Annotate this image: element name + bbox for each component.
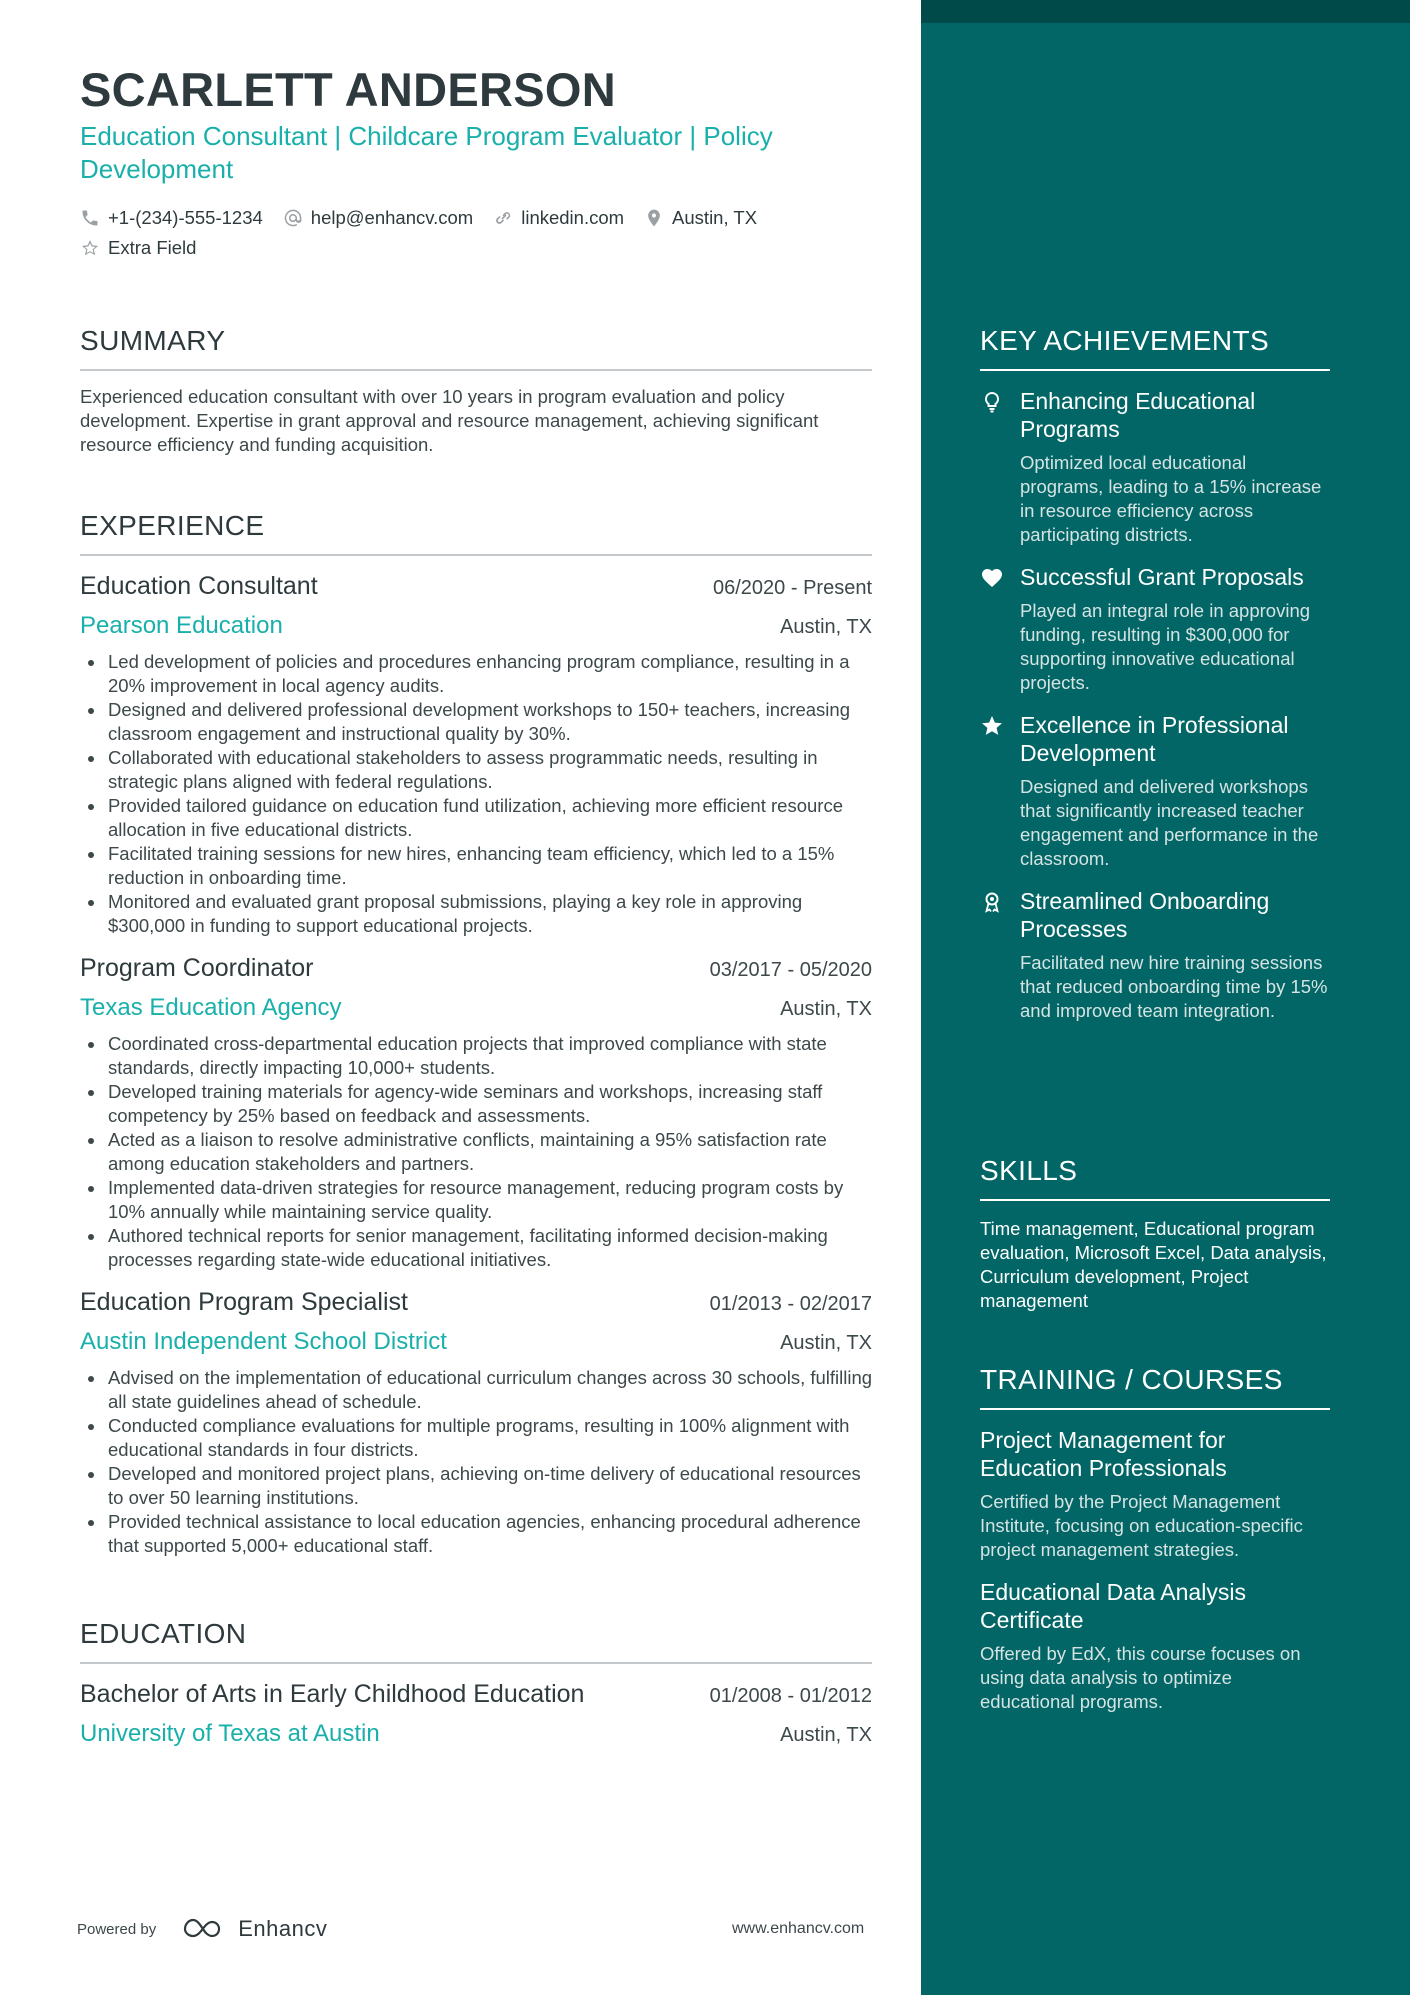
experience-section bbox=[80, 510, 872, 1558]
section-divider bbox=[80, 369, 872, 371]
extra-field-text: Extra Field bbox=[108, 237, 197, 258]
email-text: help@enhancv.com bbox=[310, 207, 474, 228]
candidate-headline: Education Consultant | Childcare Program Evaluator | Policy Development bbox=[80, 121, 773, 184]
location-text: Austin, TX bbox=[672, 207, 758, 228]
skills-list: Time management, Educational program evaluation, Microsoft Excel, Data analysis, Curriculum development, Project management bbox=[980, 1218, 1327, 1311]
section-divider bbox=[80, 554, 872, 556]
achievement-desc: Optimized local educational programs, leading to a 15% increase in resource efficiency across participating districts. bbox=[1020, 452, 1322, 545]
job-location: Austin, TX bbox=[780, 1332, 872, 1354]
bullet-item: Provided technical assistance to local education agencies, enhancing procedural adherence that supported 5,000+ educational staff. bbox=[80, 1510, 880, 1558]
company-name: Pearson Education bbox=[80, 612, 283, 639]
summary-section bbox=[80, 325, 872, 457]
contact-info bbox=[80, 205, 880, 265]
job-dates: 06/2020 - Present bbox=[713, 577, 872, 599]
training-section bbox=[980, 1364, 1330, 1714]
achievement-item bbox=[980, 711, 1330, 871]
bullet-item: Implemented data-driven strategies for resource management, reducing program costs by 10% annually while maintaining service quality. bbox=[80, 1176, 880, 1224]
bullet-item: Monitored and evaluated grant proposal submissions, playing a key role in approving $300,000 in funding to support educational projects. bbox=[80, 890, 880, 938]
bullet-item: Developed training materials for agency-wide seminars and workshops, increasing staff competency by 25% based on feedback and assessments. bbox=[80, 1080, 880, 1128]
section-divider bbox=[980, 1199, 1330, 1201]
brand-name: Enhancv bbox=[238, 1916, 328, 1941]
job-dates: 03/2017 - 05/2020 bbox=[709, 959, 872, 981]
education-dates: 01/2008 - 01/2012 bbox=[709, 1685, 872, 1707]
bullet-item: Developed and monitored project plans, achieving on-time delivery of educational resources to over 50 learning institutions. bbox=[80, 1462, 880, 1510]
bullet-item: Authored technical reports for senior management, facilitating informed decision-making processes regarding state-wide educational initiatives. bbox=[80, 1224, 880, 1272]
bullet-item: Led development of policies and procedures enhancing program compliance, resulting in a 20% improvement in local agency audits. bbox=[80, 650, 880, 698]
job-title: Education Consultant bbox=[80, 572, 318, 600]
location-pin-icon bbox=[644, 208, 664, 228]
job-bullets bbox=[80, 1032, 872, 1272]
bullet-item: Conducted compliance evaluations for multiple programs, resulting in 100% alignment with educational standards in four districts. bbox=[80, 1414, 880, 1462]
education-location: Austin, TX bbox=[780, 1724, 872, 1746]
bullet-item: Acted as a liaison to resolve administrative conflicts, maintaining a 95% satisfaction rate among education stakeholders and partners. bbox=[80, 1128, 880, 1176]
achievements-section bbox=[980, 325, 1330, 1023]
achievement-title: Streamlined Onboarding Processes bbox=[1020, 888, 1270, 942]
phone-icon bbox=[80, 208, 100, 228]
job-entry bbox=[80, 1288, 872, 1558]
achievement-item bbox=[980, 887, 1330, 1023]
heart-icon bbox=[980, 566, 1004, 590]
achievement-desc: Played an integral role in approving funding, resulting in $300,000 for supporting innovative educational projects. bbox=[1020, 600, 1311, 693]
section-title: SKILLS bbox=[980, 1155, 1078, 1186]
bullet-item: Collaborated with educational stakeholders to assess programmatic needs, resulting in strategic plans aligned with federal regulations. bbox=[80, 746, 880, 794]
section-divider bbox=[980, 1408, 1330, 1410]
star-icon bbox=[980, 714, 1004, 738]
job-entry bbox=[80, 572, 872, 938]
achievement-item bbox=[980, 387, 1330, 547]
link-icon bbox=[493, 208, 513, 228]
school-name: University of Texas at Austin bbox=[80, 1720, 380, 1747]
brand-logo[interactable] bbox=[182, 1916, 327, 1942]
achievement-title: Enhancing Educational Programs bbox=[1020, 388, 1256, 442]
phone-text: +1-(234)-555-1234 bbox=[108, 207, 263, 228]
job-location: Austin, TX bbox=[780, 998, 872, 1020]
course-desc: Offered by EdX, this course focuses on using data analysis to optimize educational programs. bbox=[980, 1643, 1301, 1712]
achievement-title: Successful Grant Proposals bbox=[1020, 564, 1304, 590]
achievement-item bbox=[980, 563, 1330, 695]
section-divider bbox=[980, 369, 1330, 371]
bullet-item: Provided tailored guidance on education fund utilization, achieving more efficient resource allocation in five educational districts. bbox=[80, 794, 880, 842]
star-outline-icon bbox=[80, 238, 100, 258]
achievement-title: Excellence in Professional Development bbox=[1020, 712, 1289, 766]
education-section bbox=[80, 1618, 872, 1756]
job-bullets bbox=[80, 650, 872, 938]
degree-title: Bachelor of Arts in Early Childhood Education bbox=[80, 1680, 585, 1708]
contact-row bbox=[80, 205, 880, 231]
enhancv-logo-icon bbox=[182, 1916, 228, 1942]
job-dates: 01/2013 - 02/2017 bbox=[709, 1293, 872, 1315]
course-title: Project Management for Education Professionals bbox=[980, 1427, 1227, 1481]
footer-branding bbox=[77, 1916, 327, 1942]
contact-email[interactable] bbox=[283, 207, 473, 229]
contact-website[interactable] bbox=[493, 207, 624, 229]
achievement-desc: Facilitated new hire training sessions that reduced onboarding time by 15% and improved team integration. bbox=[1020, 952, 1328, 1021]
contact-location bbox=[644, 207, 757, 229]
company-name: Austin Independent School District bbox=[80, 1328, 447, 1355]
bullet-item: Advised on the implementation of educational curriculum changes across 30 schools, fulfilling all state guidelines ahead of schedule. bbox=[80, 1366, 880, 1414]
powered-by-text: Powered by bbox=[77, 1920, 157, 1938]
course-item bbox=[980, 1426, 1330, 1562]
section-title: KEY ACHIEVEMENTS bbox=[980, 325, 1270, 356]
section-title: EDUCATION bbox=[80, 1618, 247, 1649]
contact-phone[interactable] bbox=[80, 207, 263, 229]
skills-section bbox=[980, 1155, 1330, 1313]
course-desc: Certified by the Project Management Institute, focusing on education-specific project management strategies. bbox=[980, 1491, 1303, 1560]
section-title: TRAINING / COURSES bbox=[980, 1364, 1283, 1395]
job-title: Education Program Specialist bbox=[80, 1288, 408, 1316]
contact-extra bbox=[80, 237, 196, 259]
bullet-item: Coordinated cross-departmental education projects that improved compliance with state standards, directly impacting 10,000+ students. bbox=[80, 1032, 880, 1080]
bullet-item: Designed and delivered professional development workshops to 150+ teachers, increasing classroom engagement and instructional quality by 30%. bbox=[80, 698, 880, 746]
contact-row bbox=[80, 235, 880, 261]
website-text: linkedin.com bbox=[521, 207, 625, 228]
bullet-item: Facilitated training sessions for new hires, enhancing team efficiency, which led to a 15% reduction in onboarding time. bbox=[80, 842, 880, 890]
candidate-name: SCARLETT ANDERSON bbox=[80, 63, 617, 116]
section-title: EXPERIENCE bbox=[80, 510, 265, 541]
summary-text: Experienced education consultant with over 10 years in program evaluation and policy development. Expertise in grant approval and resource management, achieving significant resource efficiency and funding acquisition. bbox=[80, 386, 819, 455]
section-title: SUMMARY bbox=[80, 325, 226, 356]
lightbulb-icon bbox=[980, 390, 1004, 414]
at-sign-icon bbox=[283, 208, 303, 228]
job-bullets bbox=[80, 1366, 872, 1558]
company-name: Texas Education Agency bbox=[80, 994, 342, 1021]
sidebar-top-band bbox=[921, 0, 1410, 23]
footer-url[interactable]: www.enhancv.com bbox=[732, 1920, 865, 1937]
section-divider bbox=[80, 1662, 872, 1664]
job-entry bbox=[80, 954, 872, 1272]
job-title: Program Coordinator bbox=[80, 954, 314, 982]
job-location: Austin, TX bbox=[780, 616, 872, 638]
course-title: Educational Data Analysis Certificate bbox=[980, 1579, 1246, 1633]
achievement-desc: Designed and delivered workshops that significantly increased teacher engagement and performance in the classroom. bbox=[1020, 776, 1319, 869]
award-ribbon-icon bbox=[980, 890, 1004, 914]
course-item bbox=[980, 1578, 1330, 1714]
